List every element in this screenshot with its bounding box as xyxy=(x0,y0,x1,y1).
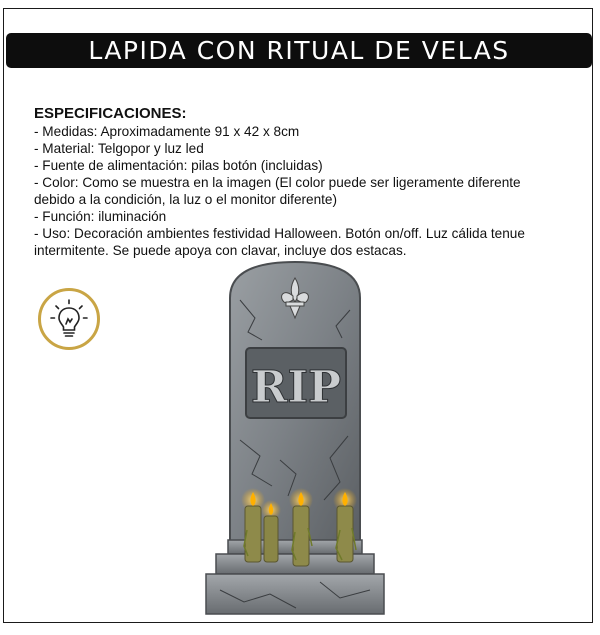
tombstone-product-image xyxy=(200,260,390,620)
title-bar xyxy=(6,33,592,68)
candle xyxy=(241,488,265,562)
spec-usage: - Uso: Decoración ambientes festividad Halloween. Botón on/off. Luz cálida tenue intermitente. Se puede apoya con clavar, incluye dos estacas. xyxy=(34,226,525,258)
spec-power-source: - Fuente de alimentación: pilas botón (incluidas) xyxy=(34,158,323,173)
product-title: LAPIDA CON RITUAL DE VELAS xyxy=(88,36,510,65)
spec-material: - Material: Telgopor y luz led xyxy=(34,141,204,156)
spec-color: - Color: Como se muestra en la imagen (El color puede ser ligeramente diferente debido a la condición, la luz o el monitor diferente) xyxy=(34,175,521,207)
light-bulb-badge xyxy=(38,288,100,350)
rip-engraving: RIP xyxy=(250,362,342,413)
spec-function: - Función: iluminación xyxy=(34,209,167,224)
candle xyxy=(289,488,313,566)
candle xyxy=(333,488,357,562)
candle xyxy=(261,500,281,562)
light-bulb-icon xyxy=(41,291,97,347)
specifications-heading: ESPECIFICACIONES: xyxy=(34,105,187,122)
specifications-section xyxy=(34,105,564,259)
spec-dimensions: - Medidas: Aproximadamente 91 x 42 x 8cm xyxy=(34,124,300,139)
